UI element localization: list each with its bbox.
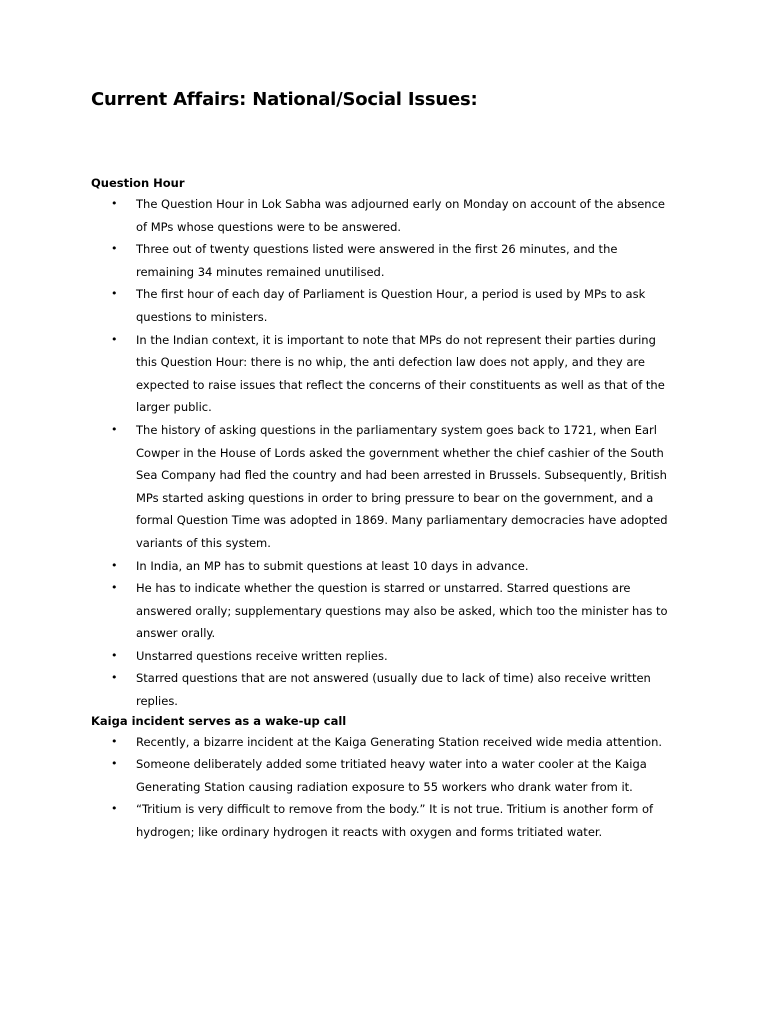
section-question-hour bbox=[91, 175, 678, 713]
bullet-list bbox=[91, 731, 678, 844]
section-heading: Question Hour bbox=[91, 176, 185, 190]
list-item bbox=[91, 577, 678, 645]
bullet-icon: • bbox=[111, 287, 118, 301]
list-item bbox=[91, 419, 678, 555]
list-item bbox=[91, 731, 678, 754]
list-item-text: Starred questions that are not answered (usually due to lack of time) also receive written replies. bbox=[136, 671, 651, 709]
list-item-text: In India, an MP has to submit questions at least 10 days in advance. bbox=[136, 558, 529, 573]
list-item-text: The first hour of each day of Parliament is Question Hour, a period is used by MPs to ask questions to ministers. bbox=[136, 287, 646, 324]
bullet-icon: • bbox=[111, 734, 118, 748]
bullet-list bbox=[91, 193, 678, 713]
bullet-icon: • bbox=[111, 648, 118, 662]
list-item bbox=[91, 753, 678, 798]
list-item-text: “Tritium is very difficult to remove from the body.” It is not true. Tritium is another form of hydrogen; like ordinary hydrogen it reacts with oxygen and forms tritiated water. bbox=[136, 802, 654, 840]
list-item-text: He has to indicate whether the question is starred or unstarred. Starred questions are answered orally; supplementary questions may also be asked, which too the minister has to answer orally. bbox=[136, 581, 668, 641]
list-item-text: Three out of twenty questions listed were answered in the first 26 minutes, and the remaining 34 minutes remained unutilised. bbox=[136, 242, 618, 279]
bullet-icon: • bbox=[111, 558, 118, 572]
list-item-text: Someone deliberately added some tritiated heavy water into a water cooler at the Kaiga Generating Station causing radiation exposure to 55 workers who drank water from it. bbox=[136, 757, 647, 794]
bullet-icon: • bbox=[111, 197, 118, 210]
page-title: Current Affairs: National/Social Issues: bbox=[91, 89, 478, 110]
list-item bbox=[91, 283, 678, 328]
list-item bbox=[91, 645, 678, 668]
list-item bbox=[91, 667, 678, 712]
list-item bbox=[91, 193, 678, 238]
bullet-icon: • bbox=[111, 242, 118, 256]
section-heading: Kaiga incident serves as a wake-up call bbox=[91, 713, 347, 728]
list-item-text: In the Indian context, it is important to note that MPs do not represent their parties during this Question Hour: there is no whip, the anti defection law does not apply, and they are expected to raise issues that reflect the concerns of their constituents as well as that of the larger public. bbox=[136, 332, 665, 415]
list-item bbox=[91, 798, 678, 843]
list-item bbox=[91, 555, 678, 578]
bullet-icon: • bbox=[111, 671, 118, 685]
bullet-icon: • bbox=[111, 802, 118, 816]
list-item bbox=[91, 238, 678, 283]
list-item bbox=[91, 329, 678, 419]
bullet-icon: • bbox=[111, 581, 118, 595]
list-item-text: Recently, a bizarre incident at the Kaiga Generating Station received wide media attention. bbox=[136, 734, 663, 749]
bullet-icon: • bbox=[111, 757, 118, 771]
list-item-text: The history of asking questions in the parliamentary system goes back to 1721, when Earl Cowper in the House of Lords asked the government whether the chief cashier of the South Sea Company had fled the country and had been arrested in Brussels. Subsequently, British MPs started asking questions in order to bring pressure to bear on the government, and a formal Question Time was adopted in 1869. Many parliamentary democracies have adopted variants of this system. bbox=[136, 422, 668, 550]
bullet-icon: • bbox=[111, 332, 118, 346]
bullet-icon: • bbox=[111, 422, 118, 436]
section-kaiga-incident bbox=[91, 713, 678, 844]
list-item-text: The Question Hour in Lok Sabha was adjourned early on Monday on account of the absence of MPs whose questions were to be answered. bbox=[136, 197, 665, 234]
list-item-text: Unstarred questions receive written replies. bbox=[136, 648, 388, 663]
